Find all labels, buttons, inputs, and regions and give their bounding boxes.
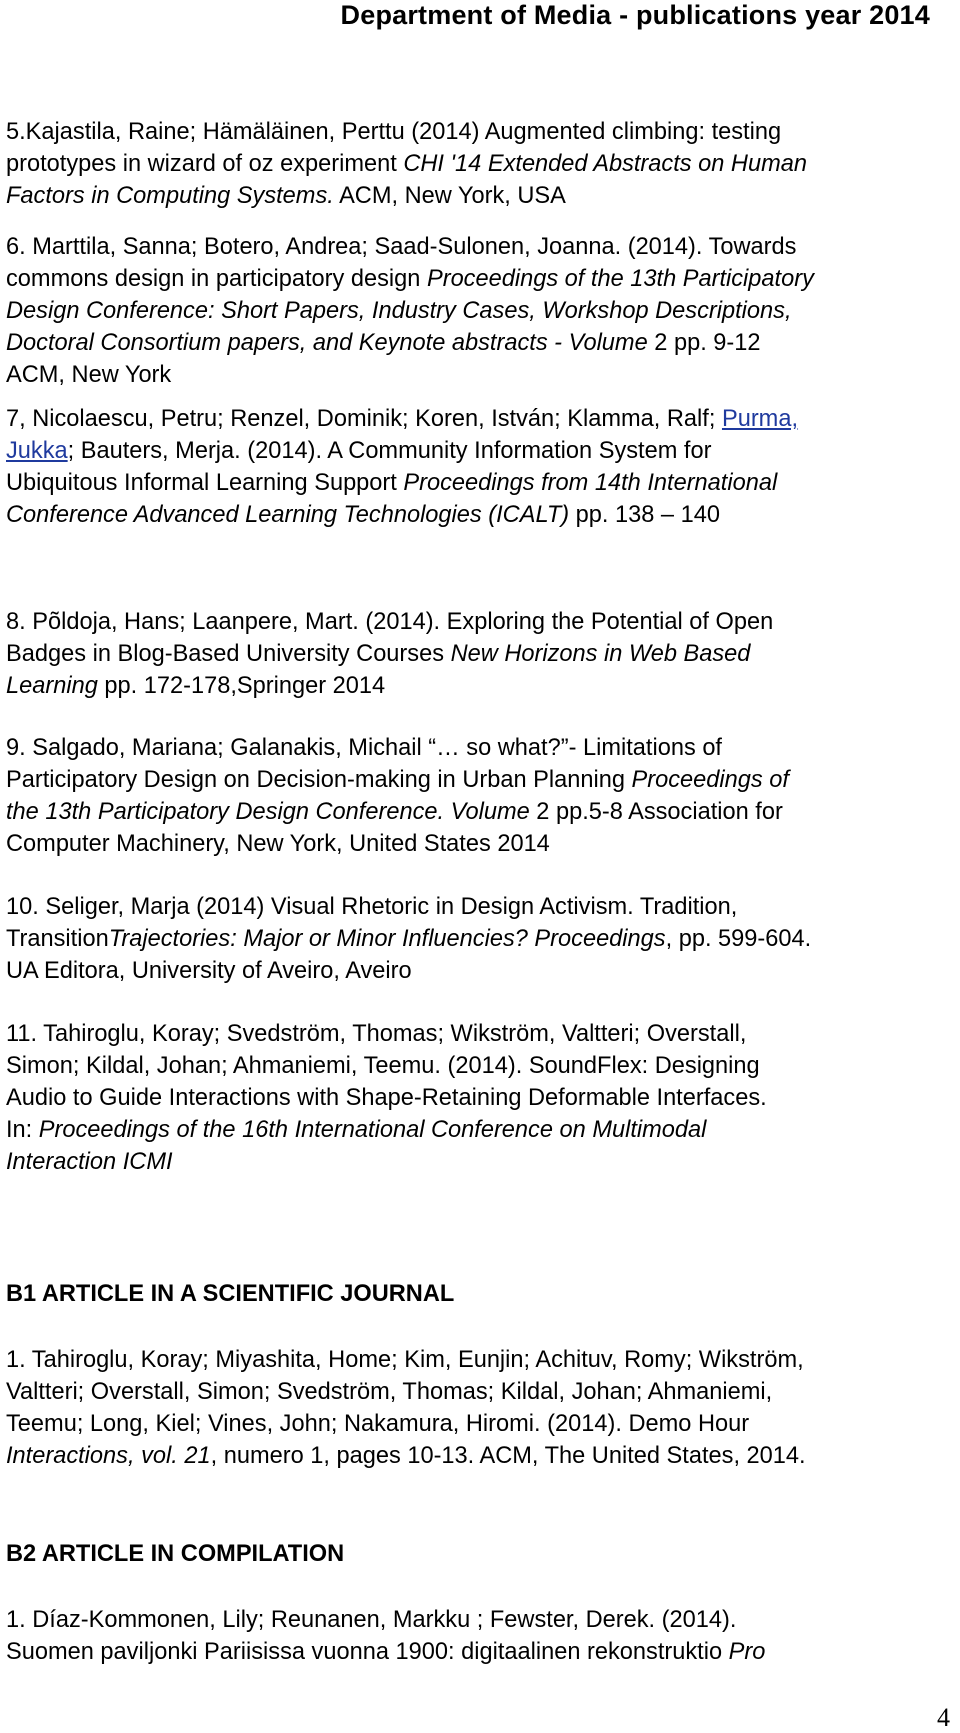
entry-text: pp. 138 – 140: [569, 502, 720, 528]
entry-text: UA Editora, University of Aveiro, Aveiro: [6, 958, 412, 984]
section-heading-b1: B1 ARTICLE IN A SCIENTIFIC JOURNAL: [6, 1281, 455, 1307]
entry-text: Badges in Blog-Based University Courses: [6, 641, 451, 667]
entry-venue: New Horizons in Web Based: [450, 641, 751, 667]
entry-text: 1. Tahiroglu, Koray; Miyashita, Home; Kim, Eunjin; Achituv, Romy; Wikström,: [6, 1347, 804, 1373]
entry-text: prototypes in wizard of oz experiment: [6, 151, 404, 177]
entry-venue: Interactions, vol. 21: [6, 1443, 211, 1469]
entry-venue: Design Conference: Short Papers, Industry Cases, Workshop Descriptions,: [6, 298, 792, 324]
entry-text: 5.Kajastila, Raine; Hämäläinen, Perttu (2014) Augmented climbing: testing: [6, 119, 782, 145]
publication-entry-9: [6, 732, 956, 860]
entry-text: 2 pp.5-8 Association for: [529, 799, 783, 825]
publication-entry-7: [6, 403, 956, 531]
entry-text: Ubiquitous Informal Learning Support: [6, 470, 404, 496]
entry-text: pp. 172-178,Springer 2014: [97, 673, 386, 699]
entry-text: Audio to Guide Interactions with Shape-Retaining Deformable Interfaces.: [6, 1085, 767, 1111]
entry-text: 10. Seliger, Marja (2014) Visual Rhetoric in Design Activism. Tradition,: [6, 894, 738, 920]
compilation-entry-1: [6, 1604, 956, 1668]
entry-venue: Factors in Computing Systems.: [6, 183, 334, 209]
entry-venue: Conference Advanced Learning Technologies (ICALT): [6, 502, 570, 528]
entry-text: 9. Salgado, Mariana; Galanakis, Michail “… so what?”- Limitations of: [6, 735, 722, 761]
entry-text: , pp. 599-604.: [665, 926, 812, 952]
entry-text: ACM, New York, USA: [333, 183, 566, 209]
page-header-title: Department of Media - publications year 2014: [340, 0, 930, 30]
entry-venue: the 13th Participatory Design Conference. Volume: [6, 799, 530, 825]
entry-venue: Proceedings of the 16th International Conference on Multimodal: [38, 1117, 707, 1143]
entry-text: In:: [6, 1117, 39, 1143]
entry-venue: Interaction ICMI: [6, 1149, 173, 1175]
publication-entry-6: [6, 231, 956, 391]
entry-venue: Pro: [728, 1639, 766, 1665]
publication-entry-8: [6, 606, 956, 702]
entry-text: 7, Nicolaescu, Petru; Renzel, Dominik; Koren, István; Klamma, Ralf;: [6, 406, 722, 432]
journal-entry-1: [6, 1344, 956, 1472]
page-number: 4: [937, 1703, 950, 1732]
entry-venue: Proceedings of the 13th Participatory: [426, 266, 814, 292]
entry-venue: Doctoral Consortium papers, and Keynote abstracts - Volume: [6, 330, 648, 356]
entry-text: 1. Díaz-Kommonen, Lily; Reunanen, Markku ; Fewster, Derek. (2014).: [6, 1607, 737, 1633]
entry-text: ACM, New York: [6, 362, 172, 388]
entry-text: ; Bauters, Merja. (2014). A Community Information System for: [67, 438, 712, 464]
author-link[interactable]: Purma,: [721, 406, 799, 432]
entry-text: Suomen paviljonki Pariisissa vuonna 1900: digitaalinen rekonstruktio: [6, 1639, 729, 1665]
entry-text: Participatory Design on Decision-making in Urban Planning: [6, 767, 632, 793]
entry-venue: Learning: [6, 673, 98, 699]
entry-text: Simon; Kildal, Johan; Ahmaniemi, Teemu. (2014). SoundFlex: Designing: [6, 1053, 760, 1079]
author-link[interactable]: Jukka: [6, 438, 68, 464]
entry-text: Valtteri; Overstall, Simon; Svedström, Thomas; Kildal, Johan; Ahmaniemi,: [6, 1379, 773, 1405]
publication-entry-11: [6, 1018, 956, 1178]
entry-text: Transition: [6, 926, 109, 952]
entry-text: 6. Marttila, Sanna; Botero, Andrea; Saad-Sulonen, Joanna. (2014). Towards: [6, 234, 797, 260]
entry-text: Computer Machinery, New York, United States 2014: [6, 831, 550, 857]
entry-venue: Trajectories: Major or Minor Influencies? Proceedings: [108, 926, 666, 952]
entry-text: commons design in participatory design: [6, 266, 427, 292]
publication-entry-5: [6, 116, 956, 212]
entry-venue: Proceedings from 14th International: [403, 470, 778, 496]
section-heading-b2: B2 ARTICLE IN COMPILATION: [6, 1541, 345, 1567]
entry-text: Teemu; Long, Kiel; Vines, John; Nakamura, Hiromi. (2014). Demo Hour: [6, 1411, 750, 1437]
entry-text: 11. Tahiroglu, Koray; Svedström, Thomas; Wikström, Valtteri; Overstall,: [6, 1021, 747, 1047]
publication-entry-10: [6, 891, 956, 987]
entry-text: , numero 1, pages 10-13. ACM, The United States, 2014.: [210, 1443, 806, 1469]
entry-venue: CHI '14 Extended Abstracts on Human: [403, 151, 807, 177]
entry-text: 8. Põldoja, Hans; Laanpere, Mart. (2014). Exploring the Potential of Open: [6, 609, 774, 635]
entry-venue: Proceedings of: [631, 767, 789, 793]
entry-text: 2 pp. 9-12: [647, 330, 761, 356]
